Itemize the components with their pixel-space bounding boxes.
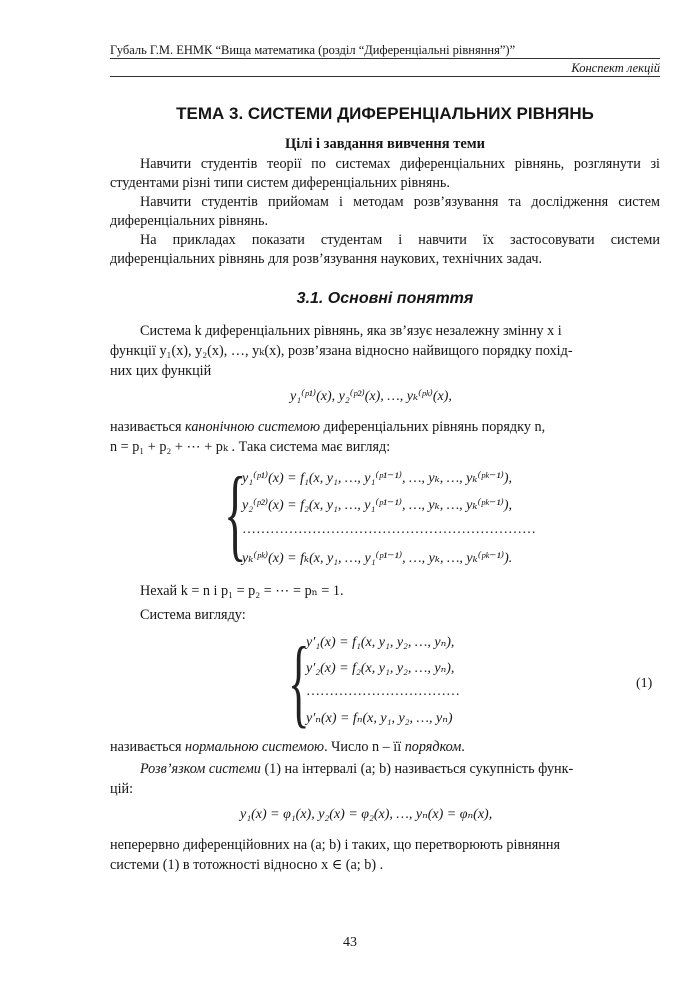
- page-number: 43: [343, 935, 357, 950]
- solutions-formula: y₁(x) = φ₁(x), y₂(x) = φ₂(x), …, yₙ(x) = φₙ(x),: [240, 807, 493, 822]
- goal-paragraph-3: На прикладах показати студентам і навчити їх застосовувати системи диференціальних рівнянь для розв’язування наукових, технічних задач.: [110, 232, 660, 267]
- canonical-equation-1: y₁⁽ᵖ¹⁾(x) = f₁(x, y₁, …, y₁⁽ᵖ¹⁻¹⁾, …, yₖ, …, yₖ⁽ᵖᵏ⁻¹⁾),: [242, 471, 513, 486]
- closing-line-1: неперервно диференційовних на (a; b) і таких, що перетворюють рівняння: [110, 837, 560, 853]
- solution-definition-line-2: цій:: [110, 781, 134, 797]
- equation-number: (1): [636, 676, 653, 691]
- goal-paragraph-1: Навчити студентів теорії по системах диференціальних рівнянь, розглянути зі студентами різні типи систем диференціальних рівнянь.: [110, 156, 660, 191]
- running-header: [110, 42, 660, 58]
- definition-line-2: функції y₁(x), y₂(x), …, yₖ(x), розв’язана відносно найвищого порядку похід-: [110, 343, 573, 359]
- normal-ellipsis-row: ……………………………: [306, 684, 460, 699]
- canonical-system-brace: {: [224, 456, 247, 571]
- header-right-text: Конспект лекцій: [571, 61, 660, 75]
- normal-equation-2: y′₂(x) = f₂(x, y₁, y₂, …, yₙ),: [306, 661, 455, 676]
- goals-heading: Цілі і завдання вивчення теми: [284, 136, 486, 152]
- header-rule: [110, 58, 660, 59]
- definition-line-3: них цих функцій: [110, 363, 212, 379]
- let-statement: Нехай k = n і p₁ = p₂ = ⋯ = pₙ = 1.: [140, 583, 344, 599]
- text-span: .: [461, 739, 465, 755]
- system-form-label: Система вигляду:: [140, 607, 246, 623]
- canonical-equation-k: yₖ⁽ᵖᵏ⁾(x) = fₖ(x, y₁, …, y₁⁽ᵖ¹⁻¹⁾, …, yₖ, …, yₖ⁽ᵖᵏ⁻¹⁾).: [242, 551, 513, 566]
- normal-equation-1: y′₁(x) = f₁(x, y₁, y₂, …, yₙ),: [306, 635, 455, 650]
- canonical-equation-2: y₂⁽ᵖ²⁾(x) = f₂(x, y₁, …, y₁⁽ᵖ¹⁻¹⁾, …, yₖ, …, yₖ⁽ᵖᵏ⁻¹⁾),: [242, 498, 513, 513]
- topic-title: ТЕМА 3. СИСТЕМИ ДИФЕРЕНЦІАЛЬНИХ РІВНЯНЬ: [176, 104, 594, 123]
- canonical-term: канонічною системою: [185, 419, 320, 435]
- text-span: називається: [110, 419, 186, 435]
- canonical-definition-line-1: [110, 418, 660, 437]
- text-span: називається: [110, 739, 186, 755]
- canonical-definition-line-2: n = p₁ + p₂ + ⋯ + pₖ . Така система має вигляд:: [110, 439, 391, 455]
- normal-system-definition: [110, 738, 660, 757]
- normal-system-term: нормальною системою: [185, 739, 325, 755]
- order-term: порядком: [404, 739, 462, 755]
- derivatives-formula: y₁⁽ᵖ¹⁾(x), y₂⁽ᵖ²⁾(x), …, yₖ⁽ᵖᵏ⁾(x),: [290, 389, 452, 404]
- canonical-ellipsis-row: ………………………………………………………: [242, 522, 536, 537]
- section-title: 3.1. Основні поняття: [296, 290, 474, 307]
- text-span: (1) на інтервалі (a; b) називається сукупність функ-: [260, 761, 574, 777]
- closing-line-2: системи (1) в тотожності відносно x ∈ (a; b) .: [110, 857, 384, 873]
- goal-paragraph-2: Навчити студентів прийомам і методам розв’язування та дослідження систем диференціальних рівнянь.: [110, 194, 660, 229]
- solution-term: Розв’язком системи: [140, 761, 261, 777]
- header-left-text: Губаль Г.М. ЕНМК “Вища математика (розділ “Диференціальні рівняння”)”: [110, 43, 516, 57]
- text-span: . Число n – її: [324, 739, 405, 755]
- solution-definition-line-1: [110, 760, 660, 779]
- header-rule-bottom: [110, 76, 660, 77]
- normal-system-brace: {: [288, 626, 310, 737]
- normal-equation-n: y′ₙ(x) = fₙ(x, y₁, y₂, …, yₙ): [306, 711, 453, 726]
- text-span: диференціальних рівнянь порядку n,: [320, 419, 546, 435]
- definition-line-1: Система k диференціальних рівнянь, яка зв’язує незалежну змінну x і: [140, 323, 562, 339]
